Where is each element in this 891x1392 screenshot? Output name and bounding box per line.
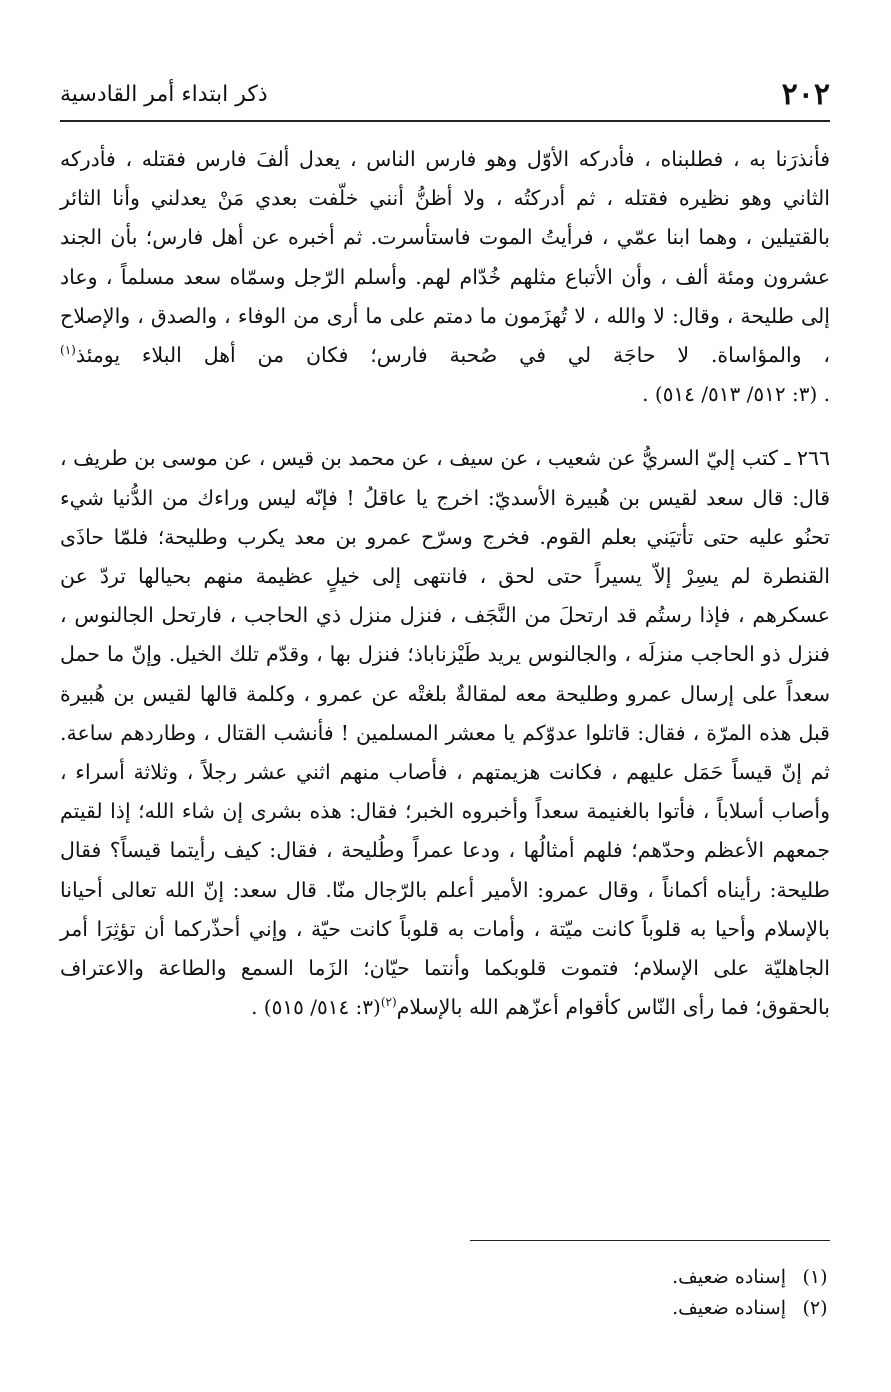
paragraph-2-text: ٢٦٦ ـ كتب إليّ السريُّ عن شعيب ، عن سيف ، عن محمد بن قيس ، عن موسى بن طريف ، قال: قال سعد لقيس بن هُبيرة الأسديّ: اخرج يا عاقلُ ! فإنّه ليس وراءك من الدُّنيا شيء تحنُو عليه حتى تأتيَني بعلم القوم. فخرج وسرّح عمرو بن معد يكرب وطليحة؛ فلمّا حاذَى القنطرة لم يسِرْ إلاّ يسيراً حتى لحق ، فانتهى إلى خيلٍ عظيمة منهم بحيالها تردّ عن عسكرهم ، فإذا رستُم قد ارتحلَ من النَّجَف ، فنزل منزل ذي الحاجب ، فارتحل الجالنوس ، فنزل ذو الحاجب منزلَه ، والجالنوس يريد طَيْزناباذ؛ فنزل بها ، وقدّم تلك الخيل. وإنّ ما حمل سعداً على إرسال عمرو وطليحة معه لمقالةٌ بلغتْه عن عمرو ، وكلمة قالها لقيس بن هُبيرة قبل هذه المرّة ، فقال: قاتلوا عدوّكم يا معشر المسلمين ! فأنشب القتال ، وطاردهم ساعة. ثم إنّ قيساً حَمَل عليهم ، فكانت هزيمتهم ، فأصاب منهم اثني عشر رجلاً ، وثلاثة أسراء ، وأصاب أسلاباً ، فأتوا بالغنيمة سعداً وأخبروه الخبر؛ فقال: هذه بشرى إن شاء الله؛ إذا لقيتم جمعهم الأعظم وحدّهم؛ فلهم أمثالُها ، ودعا عمراً وطُليحة ، فقال: كيف رأيتما قيساً؟ فقال طليحة: رأيناه أكماناً ، وقال عمرو: الأمير أعلم بالرّجال منّا. قال سعد: إنّ الله تعالى أحيانا بالإسلام وأحيا به قلوباً كانت ميّتة ، وأمات به قلوباً كانت حيّة ، وإني أحذّركما أن تؤثِرَا أمر الجاهليّة على الإسلام؛ فتموت قلوبكما وأنتما حيّان؛ الزَما السمع والطاعة والاعتراف بالحقوق؛ فما رأى النّاس كأقوام أعزّهم الله بالإسلام (60, 446, 830, 1020)
paragraph-1 (60, 140, 830, 414)
header-rule (60, 120, 830, 122)
footnote-2 (60, 1293, 830, 1324)
page-header (60, 72, 830, 112)
footnote-1-text: إسناده ضعيف. (672, 1266, 786, 1288)
footnote-2-number: (٢) (802, 1297, 828, 1319)
footnote-marker-2: (٢) (380, 995, 397, 1010)
paragraph-1-text: فأنذرَنا به ، فطلبناه ، فأدركه الأوّل وهو فارس الناس ، يعدل ألفَ فارس فقتله ، فأدركه الثاني وهو نظيره فقتله ، ثم أدركتُه ، ولا أظنُّ أنني خلّفت بعدي مَنْ يعدلني وأنا الثائر بالقتيلين ، وهما ابنا عمّي ، فرأيتُ الموت فاستأسرت. ثم أخبره عن أهل فارس؛ بأن الجند عشرون ومئة ألف ، وأن الأتباع مثلهم خُدّام لهم. وأسلم الرّجل وسمّاه سعد مسلماً ، وعاد إلى طليحة ، وقال: لا والله ، لا تُهزَمون ما دمتم على ما أرى من الوفاء ، والصدق ، والإصلاح ، والمؤاساة. لا حاجَة لي في صُحبة فارس؛ فكان من أهل البلاء يومئذ (60, 147, 830, 368)
running-title: ذكر ابتداء أمر القادسية (60, 82, 268, 107)
footnote-rule (470, 1240, 830, 1241)
footnote-marker-1: (١) (60, 343, 76, 358)
footnote-1 (60, 1262, 830, 1293)
paragraph-1-reference: . (٣: ٥١٢/ ٥١٣/ ٥١٤) . (642, 382, 830, 407)
paragraph-2 (60, 439, 830, 1027)
paragraph-2-reference: (٣: ٥١٤/ ٥١٥) . (251, 995, 381, 1020)
footnote-1-number: (١) (802, 1266, 828, 1288)
main-text (60, 140, 830, 1027)
footnote-2-text: إسناده ضعيف. (672, 1297, 786, 1319)
footnotes (60, 1262, 830, 1324)
page-number: ٢٠٢ (781, 77, 830, 112)
